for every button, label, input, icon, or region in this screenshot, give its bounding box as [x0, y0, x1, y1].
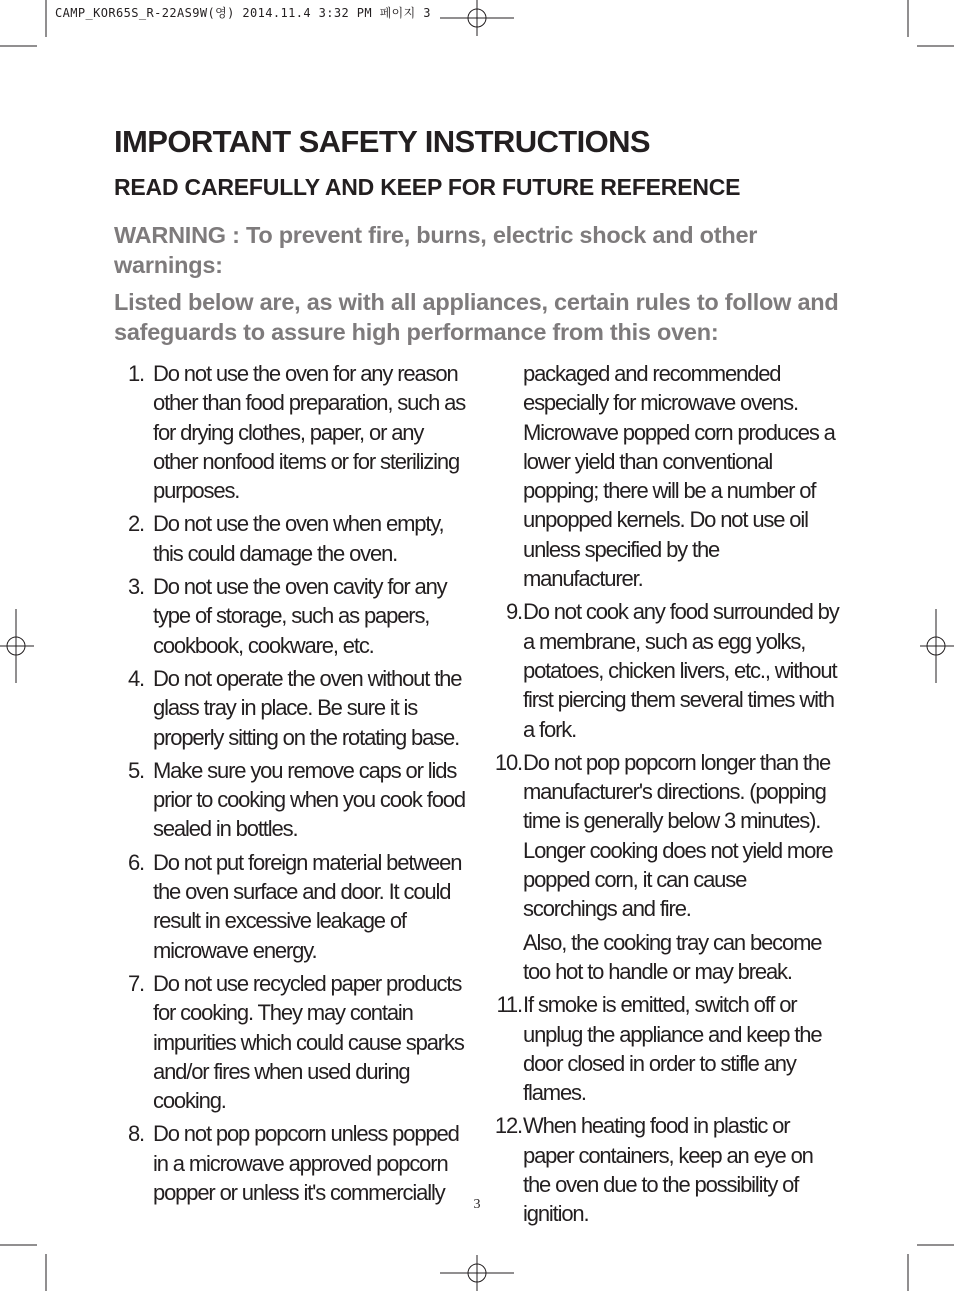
- list-item-continuation: packaged and recommended especially for microwave ovens. Microwave popped corn produces a lower yield than conventional popping; there will be a number of unpopped kernels. Do not use oil unless specified by the manufacturer.: [523, 361, 835, 592]
- item-text: Make sure you remove caps or lids prior to cooking when you cook food sealed in bottles.: [153, 757, 465, 842]
- item-number: 7.: [127, 970, 144, 996]
- print-file-info: CAMP_KOR65S_R-22AS9W(영) 2014.11.4 3:32 PM 페이지 3: [55, 6, 431, 20]
- item-text: If smoke is emitted, switch off or unplug the appliance and keep the door closed in order to stifle any flames.: [523, 992, 822, 1106]
- item-text: Do not put foreign material between the oven surface and door. It could result in excessive leakage of microwave energy.: [153, 849, 462, 963]
- list-item: [122, 969, 467, 1115]
- item-number: 2.: [127, 511, 144, 537]
- list-item: [122, 509, 467, 568]
- item-text: Do not use the oven cavity for any type of storage, such as papers, cookbook, cookware, etc.: [153, 574, 447, 658]
- item-text: Do not cook any food surrounded by a membrane, such as egg yolks, potatoes, chicken livers, etc., without first piercing them several times with a fork.: [523, 599, 839, 742]
- item-number: 1.: [127, 361, 144, 386]
- list-item: [122, 572, 467, 660]
- item-number: 11.: [496, 992, 522, 1018]
- item-number: 3.: [127, 574, 144, 600]
- item-number: 6.: [127, 849, 144, 875]
- item-text: Do not operate the oven without the glass tray in place. Be sure it is properly sitting on the rotating base.: [153, 665, 462, 750]
- item-number: 8.: [127, 1121, 144, 1147]
- list-item: [492, 990, 842, 1107]
- list-item: [122, 756, 467, 844]
- item-number: 5.: [127, 757, 144, 783]
- item-number: 12.: [494, 1113, 522, 1139]
- list-item-continuation: Also, the cooking tray can become too hot to handle or may break.: [523, 929, 822, 984]
- item-text: Do not use recycled paper products for cooking. They may contain impurities which could cause sparks and/or fires when used during cooking.: [153, 970, 464, 1114]
- instructions-left-column: [122, 359, 467, 1211]
- item-text: When heating food in plastic or paper containers, keep an eye on the oven due to the possibility of ignition.: [523, 1113, 813, 1227]
- list-item: [122, 664, 467, 752]
- item-text: Do not pop popcorn unless popped in a microwave approved popcorn popper or unless it's commercially: [153, 1121, 459, 1206]
- list-item: [492, 597, 842, 743]
- item-text: Do not use the oven for any reason other than food preparation, such as for drying clothes, paper, or any other nonfood items or for sterilizing purposes.: [153, 361, 466, 504]
- list-item: [122, 359, 467, 505]
- item-number: 10.: [494, 749, 522, 775]
- item-text: Do not pop popcorn longer than the manufacturer's directions. (popping time is generally below 3 minutes). Longer cooking does not yield more popped corn, it can cause scorchings and fire.: [523, 749, 833, 922]
- instructions-right-column: [492, 359, 842, 1233]
- item-number: 9.: [505, 599, 522, 625]
- warning-text: WARNING : To prevent fire, burns, electric shock and other warnings:: [114, 222, 758, 278]
- item-number: 4.: [127, 665, 144, 691]
- page-title: IMPORTANT SAFETY INSTRUCTIONS: [114, 124, 651, 159]
- list-item: [122, 1119, 467, 1207]
- list-item: [122, 848, 467, 965]
- page-subtitle: READ CAREFULLY AND KEEP FOR FUTURE REFERENCE: [114, 174, 741, 200]
- intro-text: Listed below are, as with all appliances, certain rules to follow and safeguards to assure high performance from this oven:: [114, 289, 839, 345]
- item-text: Do not use the oven when empty, this could damage the oven.: [153, 511, 444, 566]
- list-item: [492, 748, 842, 924]
- page-number: 3: [473, 1197, 481, 1212]
